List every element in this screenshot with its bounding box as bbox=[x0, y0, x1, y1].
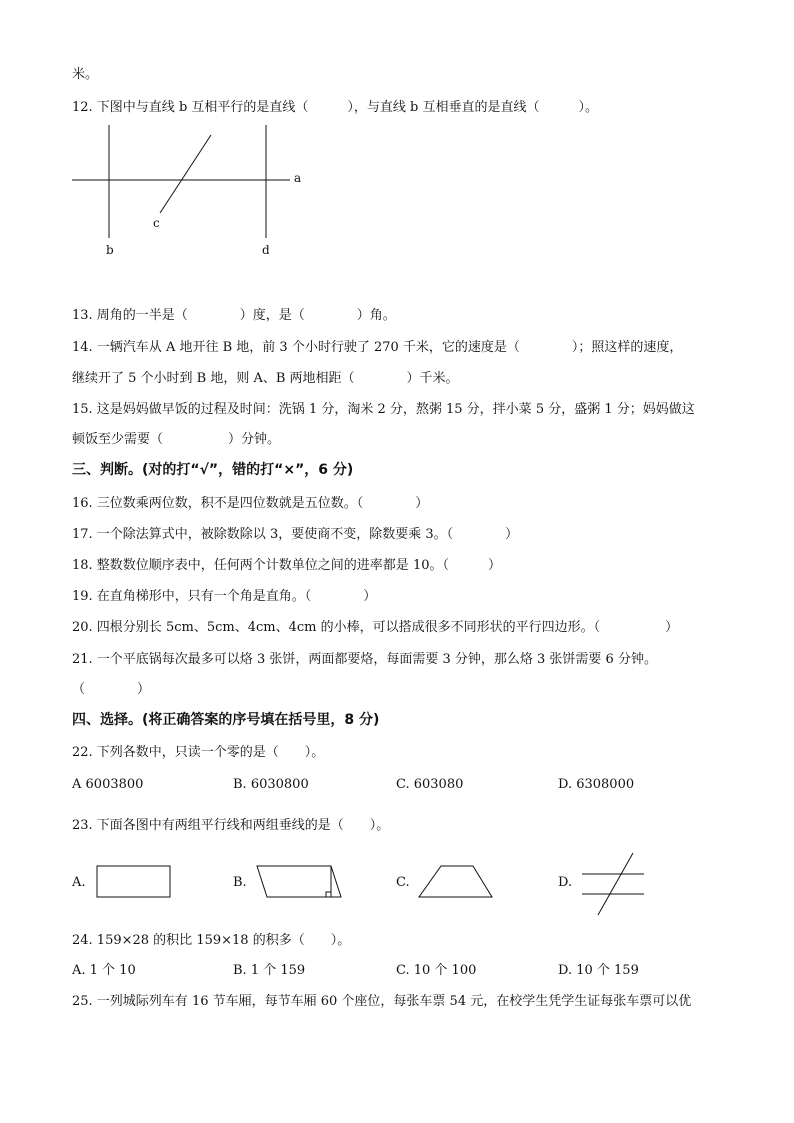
q23-parallelogram bbox=[257, 866, 341, 897]
q22-option-c: C. 603080 bbox=[396, 777, 464, 792]
question-15-line2: 顿饭至少需要（ ）分钟。 bbox=[72, 432, 281, 447]
question-15-line1: 15. 这是妈妈做早饭的过程及时间：洗锅 1 分，淘米 2 分，熬粥 15 分，拌小菜 5 分，盛粥 1 分；妈妈做这 bbox=[72, 402, 695, 417]
question-24: 24. 159×28 的积比 159×18 的积多（ ）。 bbox=[72, 933, 351, 948]
q22-option-d: D. 6308000 bbox=[558, 777, 635, 792]
q23-transversal bbox=[598, 853, 633, 915]
q24-option-a: A. 1 个 10 bbox=[72, 963, 136, 978]
question-25: 25. 一列城际列车有 16 节车厢，每节车厢 60 个座位，每张车票 54 元，在校学生凭学生证每张车票可以优 bbox=[72, 994, 692, 1009]
question-14-line1: 14. 一辆汽车从 A 地开往 B 地，前 3 个小时行驶了 270 千米，它的速度是（ ）；照这样的速度， bbox=[72, 340, 683, 355]
question-16: 16. 三位数乘两位数，积不是四位数就是五位数。（ ） bbox=[72, 496, 429, 511]
question-19: 19. 在直角梯形中，只有一个角是直角。（ ） bbox=[72, 589, 377, 604]
q23-option-c: C. bbox=[396, 875, 410, 890]
label-a: a bbox=[294, 171, 302, 185]
section-3-heading: 三、判断。(对的打“√”，错的打“×”，6 分) bbox=[72, 462, 354, 478]
question-14-line2: 继续开了 5 个小时到 B 地，则 A、B 两地相距（ ）千米。 bbox=[72, 371, 459, 386]
q23-option-b: B. bbox=[233, 875, 247, 890]
label-b: b bbox=[106, 243, 114, 257]
question-17: 17. 一个除法算式中，被除数除以 3，要使商不变，除数要乘 3。（ ） bbox=[72, 527, 519, 542]
q24-option-d: D. 10 个 159 bbox=[558, 963, 639, 978]
question-20: 20. 四根分别长 5cm、5cm、4cm、4cm 的小棒，可以搭成很多不同形状的平行四边形。（ ） bbox=[72, 620, 679, 635]
question-22: 22. 下列各数中，只读一个零的是（ ）。 bbox=[72, 745, 325, 760]
question-21-line1: 21. 一个平底锅每次最多可以烙 3 张饼，两面都要烙，每面需要 3 分钟，那么烙 3 张饼需要 6 分钟。 bbox=[72, 652, 657, 667]
question-18: 18. 整数数位顺序表中，任何两个计数单位之间的进率都是 10。（ ） bbox=[72, 558, 501, 573]
question-23: 23. 下面各图中有两组平行线和两组垂线的是（ ）。 bbox=[72, 818, 390, 833]
q24-option-c: C. 10 个 100 bbox=[396, 963, 477, 978]
question-12: 12. 下图中与直线 b 互相平行的是直线（ ），与直线 b 互相垂直的是直线（ ）。 bbox=[72, 100, 598, 115]
section-4-heading: 四、选择。(将正确答案的序号填在括号里，8 分) bbox=[72, 712, 380, 728]
q24-option-b: B. 1 个 159 bbox=[233, 963, 306, 978]
q23-right-angle-mark bbox=[326, 892, 331, 897]
q23-rectangle bbox=[97, 866, 170, 897]
q23-option-d: D. bbox=[558, 875, 573, 890]
q22-option-b: B. 6030800 bbox=[233, 777, 309, 792]
continued-text: 米。 bbox=[72, 67, 99, 82]
line-c bbox=[160, 135, 211, 213]
q23-trapezoid bbox=[419, 866, 492, 897]
question-13: 13. 周角的一半是（ ）度，是（ ）角。 bbox=[72, 308, 396, 323]
q22-option-a: A 6003800 bbox=[72, 777, 144, 792]
label-c: c bbox=[153, 216, 160, 230]
question-21-line2: （ ） bbox=[72, 682, 151, 697]
q23-option-a: A. bbox=[72, 875, 86, 890]
label-d: d bbox=[262, 243, 270, 257]
